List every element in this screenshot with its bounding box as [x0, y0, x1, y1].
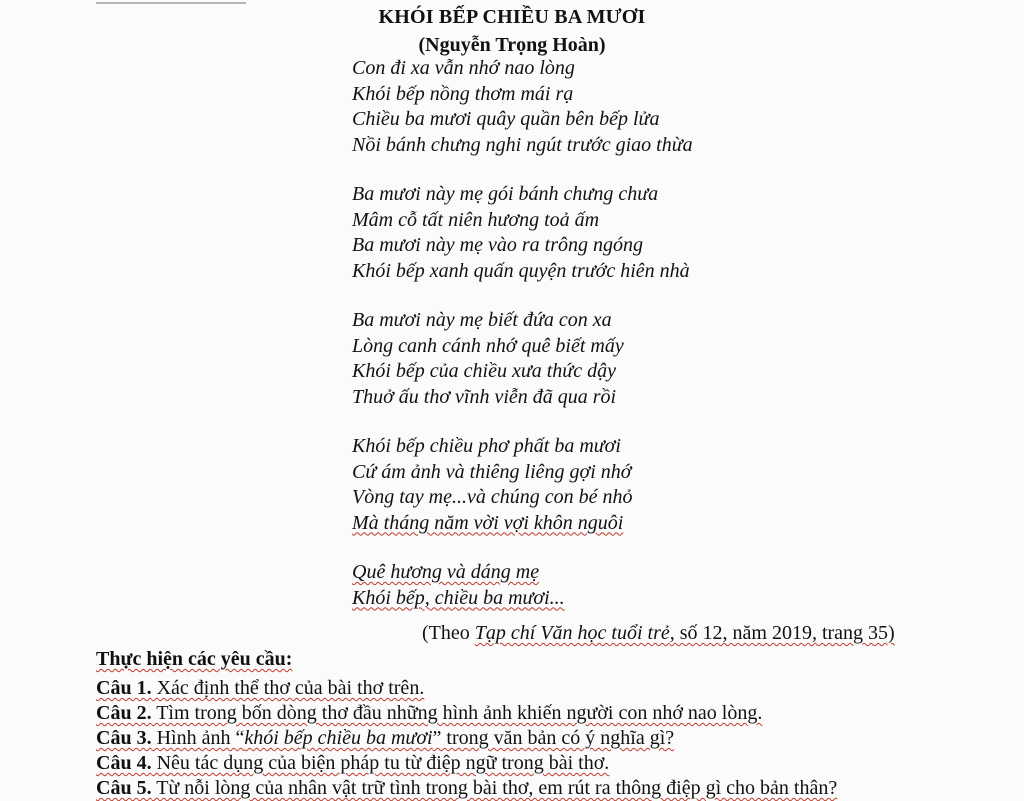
- poem-line: Lòng canh cánh nhớ quê biết mấy: [352, 334, 624, 357]
- poem-line: Ba mươi này mẹ vào ra trông ngóng: [352, 234, 643, 256]
- poem-line: Nồi bánh chưng nghi ngút trước giao thừa: [352, 133, 693, 156]
- stanza-2: [352, 182, 972, 284]
- poem-body: [352, 56, 972, 635]
- poem-line: Quê hương và dáng mẹ: [352, 561, 540, 583]
- question-5: [96, 776, 996, 801]
- source-prefix: (Theo: [422, 622, 475, 644]
- poem-line: Ba mươi này mẹ gói bánh chưng chưa: [352, 183, 659, 205]
- poem-line: Chiều ba mươi quây quần bên bếp lửa: [352, 108, 660, 130]
- poem-line: Khói bếp xanh quấn quyện trước hiên nhà: [352, 259, 690, 282]
- poem-line: Khói bếp của chiều xưa thức dậy: [352, 360, 616, 382]
- question-label: Câu 5.: [96, 777, 152, 799]
- cropped-header-remnant: [96, 0, 246, 4]
- question-3: [96, 726, 996, 751]
- poem-line: Khói bếp nồng thơm mái rạ: [352, 82, 574, 105]
- source-citation: [422, 622, 895, 645]
- question-label: Câu 3.: [96, 727, 152, 749]
- poem-line: Mà tháng năm vời vợi khôn nguôi: [352, 511, 624, 534]
- stanza-4: [352, 434, 972, 536]
- question-label: Câu 1.: [96, 677, 152, 699]
- question-1: [96, 676, 996, 701]
- question-text: Từ nỗi lòng của nhân vật trữ tình trong bài thơ, em rút ra thông điệp gì cho bản thân?: [151, 777, 838, 799]
- question-label: Câu 2.: [96, 702, 152, 724]
- question-list: [96, 676, 996, 801]
- poem-line: Con đi xa vẫn nhớ nao lòng: [352, 57, 575, 79]
- question-text: Xác định thể thơ của bài thơ trên.: [151, 677, 425, 699]
- stanza-1: [352, 56, 972, 158]
- question-text-pre: Hình ảnh “: [151, 727, 245, 749]
- question-text: Nêu tác dụng của biện pháp tu từ điệp ngữ trong bài thơ.: [151, 752, 610, 774]
- question-text-post: ” trong văn bản có ý nghĩa gì?: [432, 727, 675, 749]
- poem-line: Cứ ám ảnh và thiêng liêng gợi nhớ: [352, 460, 632, 483]
- stanza-5: [352, 560, 972, 611]
- poem-line: Mâm cỗ tất niên hương toả ấm: [352, 208, 600, 231]
- poem-title: KHÓI BẾP CHIỀU BA MƯƠI: [378, 6, 646, 28]
- poem-line: Vòng tay mẹ...và chúng con bé nhỏ: [352, 486, 633, 508]
- poem-line: Thuở ấu thơ vĩnh viễn đã qua rồi: [352, 385, 617, 408]
- question-4: [96, 751, 996, 776]
- question-2: [96, 701, 996, 726]
- requirements-heading: Thực hiện các yêu cầu:: [96, 648, 293, 670]
- source-suffix: , số 12, năm 2019, trang 35): [669, 622, 895, 644]
- source-magazine: Tạp chí Văn học tuổi trẻ: [474, 622, 670, 644]
- poem-line: Khói bếp chiều phơ phất ba mươi: [352, 435, 621, 457]
- question-quote: khói bếp chiều ba mươi: [244, 727, 433, 749]
- poem-author: (Nguyễn Trọng Hoàn): [418, 34, 606, 56]
- stanza-3: [352, 308, 972, 410]
- poem-line: Khói bếp, chiều ba mươi...: [352, 586, 565, 609]
- question-text: Tìm trong bốn dòng thơ đầu những hình ảnh khiến người con nhớ nao lòng.: [151, 702, 763, 724]
- question-label: Câu 4.: [96, 752, 152, 774]
- poem-line: Ba mươi này mẹ biết đứa con xa: [352, 309, 612, 331]
